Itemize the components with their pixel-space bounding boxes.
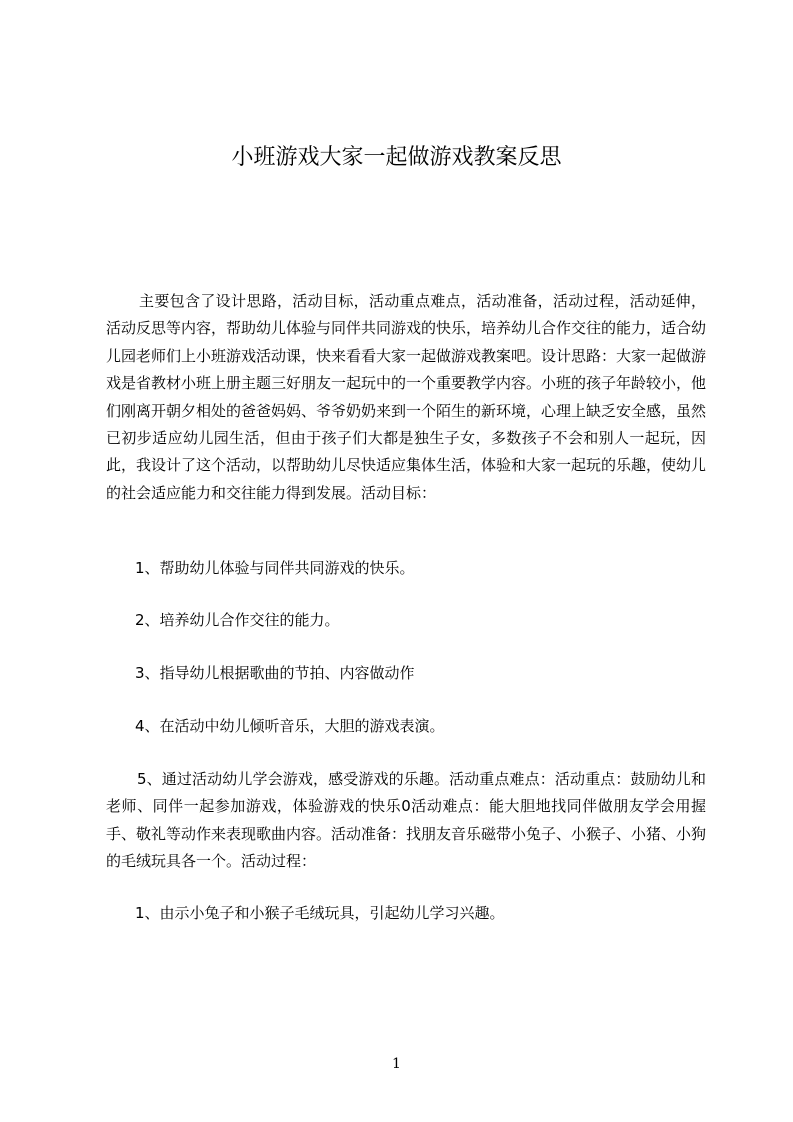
goal-item-5-paragraph: 5、通过活动幼儿学会游戏，感受游戏的乐趣。活动重点难点：活动重点：鼓励幼儿和老师、同伴一起参加游戏，体验游戏的快乐0活动难点：能大胆地找同伴做朋友学会用握手、敬礼等动作来表现歌曲内容。活动准备：找朋友音乐磁带小兔子、小猴子、小猪、小狗的毛绒玩具各一个。活动过程： (106, 770, 707, 871)
goal-item-4: 4、在活动中幼儿倾听音乐，大胆的游戏表演。 (135, 717, 445, 735)
page-number: 1 (392, 1056, 401, 1072)
intro-paragraph: 主要包含了设计思路，活动目标，活动重点难点，活动准备，活动过程，活动延伸，活动反思等内容，帮助幼儿体验与同伴共同游戏的快乐，培养幼儿合作交往的能力，适合幼儿园老师们上小班游戏活动课，快来看看大家一起做游戏教案吧。设计思路：大家一起做游戏是省教材小班上册主题三好朋友一起玩中的一个重要教学内容。小班的孩子年龄较小，他们刚离开朝夕相处的爸爸妈妈、爷爷奶奶来到一个陌生的新环境，心理上缺乏安全感，虽然已初步适应幼儿园生活，但由于孩子们大都是独生子女，多数孩子不会和别人一起玩，因此，我设计了这个活动，以帮助幼儿尽快适应集体生活，体验和大家一起玩的乐趣，使幼儿的社会适应能力和交往能力得到发展。活动目标： (106, 292, 707, 502)
goal-item-3: 3、指导幼儿根据歌曲的节拍、内容做动作 (135, 664, 415, 682)
document-title: 小班游戏大家一起做游戏教案反思 (231, 145, 562, 170)
process-item-1: 1、由示小兔子和小猴子毛绒玩具，引起幼儿学习兴趣。 (135, 904, 505, 922)
goal-item-2: 2、培养幼儿合作交往的能力。 (135, 611, 340, 629)
goal-item-1: 1、帮助幼儿体验与同伴共同游戏的快乐。 (135, 559, 415, 577)
